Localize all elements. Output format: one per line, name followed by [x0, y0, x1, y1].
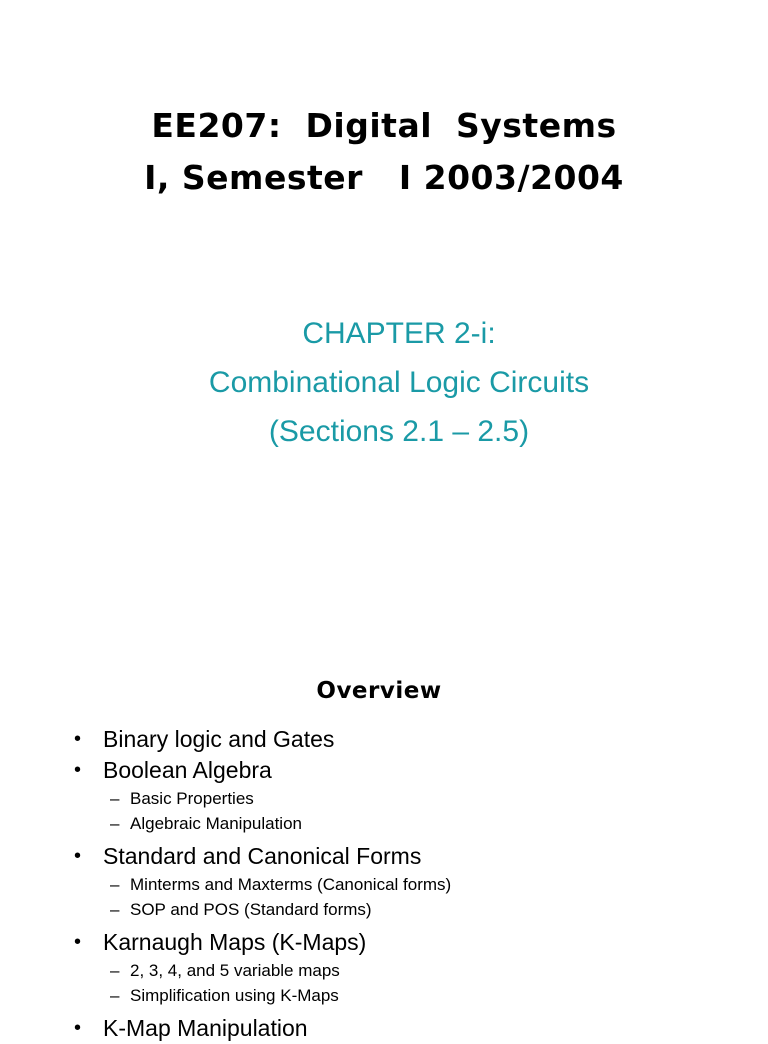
overview-list [0, 724, 768, 1044]
dash-icon: – [110, 900, 120, 919]
dash-icon: – [110, 986, 120, 1005]
list-item-label: Boolean Algebra [103, 757, 272, 783]
list-item-label: Karnaugh Maps (K-Maps) [103, 929, 367, 955]
sub-list-item [0, 958, 768, 983]
bullet-icon: • [74, 931, 82, 953]
list-item [0, 724, 768, 755]
list-item [0, 927, 768, 958]
course-title-line-1: EE207: Digital Systems [151, 106, 617, 145]
list-item [0, 1013, 768, 1044]
list-item [0, 841, 768, 872]
dash-icon: – [110, 814, 120, 833]
course-title-line-2: I, Semester I 2003/2004 [144, 158, 624, 197]
bullet-icon: • [74, 759, 82, 781]
list-item-label: Standard and Canonical Forms [103, 843, 422, 869]
sub-list-item-label: Simplification using K-Maps [130, 986, 339, 1005]
sub-list-item-label: Minterms and Maxterms (Canonical forms) [130, 875, 452, 894]
dash-icon: – [110, 789, 120, 808]
sub-list-item [0, 983, 768, 1008]
sub-list-item [0, 897, 768, 922]
sub-list-item-label: Basic Properties [130, 789, 254, 808]
chapter-sections: (Sections 2.1 – 2.5) [268, 415, 530, 448]
list-item-label: Binary logic and Gates [103, 726, 335, 752]
list-item [0, 755, 768, 786]
overview-slide [0, 640, 768, 1041]
bullet-icon: • [74, 845, 82, 867]
sub-list-item-label: Algebraic Manipulation [130, 814, 302, 833]
course-title [0, 100, 768, 204]
chapter-name: Combinational Logic Circuits [208, 366, 590, 399]
bullet-icon: • [74, 1017, 82, 1039]
bullet-icon: • [74, 728, 82, 750]
overview-heading: Overview [316, 678, 442, 704]
dash-icon: – [110, 961, 120, 980]
sub-list-item [0, 811, 768, 836]
sub-list-item [0, 786, 768, 811]
chapter-subtitle [0, 309, 768, 456]
sub-list-item [0, 872, 768, 897]
chapter-number: CHAPTER 2-i: [302, 317, 496, 350]
list-item-label: K-Map Manipulation [103, 1015, 308, 1041]
dash-icon: – [110, 875, 120, 894]
sub-list-item-label: 2, 3, 4, and 5 variable maps [130, 961, 340, 980]
sub-list-item-label: SOP and POS (Standard forms) [130, 900, 372, 919]
